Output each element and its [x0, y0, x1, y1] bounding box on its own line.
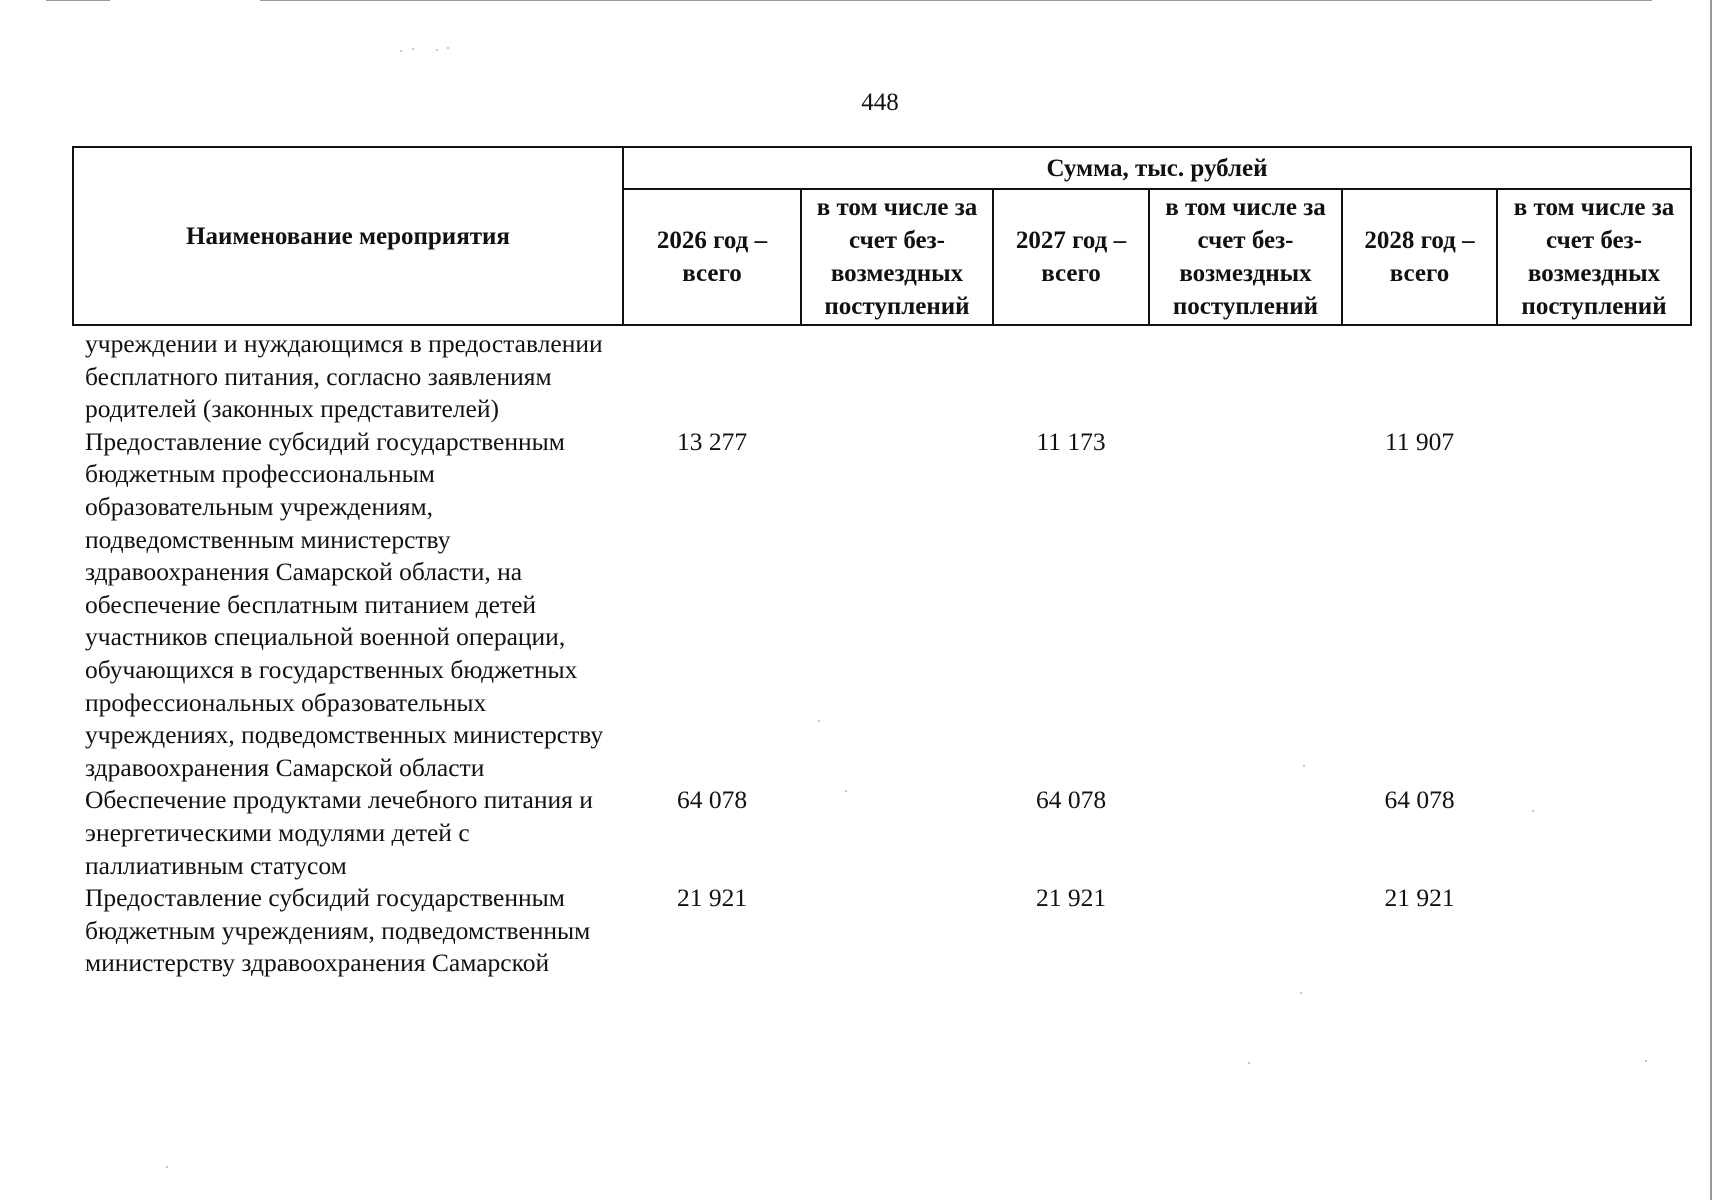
- row-name: Предоставление субсидий государственным бюджетным учреждениям, подведомственным министерству здравоохранения Самарской: [85, 883, 591, 978]
- header-sum-group: Сумма, тыс. рублей: [623, 147, 1691, 189]
- row-2028-total: 11 907: [1384, 426, 1455, 456]
- row-2028-grants: [1497, 426, 1691, 785]
- row-2028-total: 21 921: [1384, 883, 1455, 913]
- table-row: [73, 784, 1691, 882]
- row-2028-total: [1342, 325, 1497, 426]
- table-row: [73, 426, 1691, 785]
- scan-edge-top-left: [46, 0, 110, 1]
- row-2027-total: 21 921: [1035, 883, 1107, 913]
- row-name: Обеспечение продуктами лечебного питания и энергетическими модулями детей с паллиативным статусом: [85, 785, 593, 880]
- table-body: [73, 325, 1691, 980]
- header-2028-grants: в том числе за счет без-возмездных поступлений: [1497, 189, 1691, 325]
- row-2026-grants: [801, 325, 993, 426]
- row-2028-grants: [1497, 882, 1691, 980]
- row-2027-grants: [1149, 325, 1342, 426]
- scan-speck: [412, 48, 414, 50]
- row-name: Предоставление субсидий государственным бюджетным профессиональным образовательным учреждениям, подведомственным министерству здравоохранения Самарской области, на обеспечение бесплатным питанием детей участников специальной военной операции, обучающихся в государственных бюджетных профессиональных образовательных учреждениях, подведомственных министерству здравоохранения Самарской области: [85, 426, 604, 782]
- row-2027-grants: [1149, 784, 1342, 882]
- scan-speck: [447, 47, 449, 49]
- header-2028-total: 2028 год – всего: [1342, 189, 1497, 325]
- table-header: [73, 147, 1691, 325]
- row-2026-grants: [801, 426, 993, 785]
- header-2026-grants: в том числе за счет без-возмездных поступлений: [801, 189, 993, 325]
- row-2026-total: 21 921: [676, 883, 748, 913]
- row-2027-total: 11 173: [1036, 426, 1106, 456]
- scan-speck: [1645, 1060, 1647, 1062]
- scan-edge-top: [260, 0, 1652, 1]
- scan-speck: [400, 50, 402, 52]
- row-2026-grants: [801, 882, 993, 980]
- scan-speck: [436, 49, 438, 51]
- scan-speck: [1300, 992, 1302, 994]
- row-2027-total: 64 078: [1035, 785, 1107, 815]
- page-number: 448: [861, 89, 899, 116]
- row-2026-grants: [801, 784, 993, 882]
- row-name: учреждении и нуждающимся в предоставлении бесплатного питания, согласно заявлениям родителей (законных представителей): [85, 329, 603, 424]
- row-2028-grants: [1497, 784, 1691, 882]
- scan-speck: [1248, 1062, 1250, 1064]
- row-2026-total: 64 078: [676, 785, 748, 815]
- table-row: [73, 882, 1691, 980]
- row-2026-total: 13 277: [676, 426, 748, 456]
- scan-speck: [166, 1166, 168, 1168]
- row-2027-total: [993, 325, 1149, 426]
- row-2028-total: 64 078: [1384, 785, 1455, 815]
- header-2027-grants: в том числе за счет без-возмездных поступлений: [1149, 189, 1342, 325]
- header-2027-total: 2027 год – всего: [993, 189, 1149, 325]
- row-2026-total: [623, 325, 801, 426]
- header-name-column: Наименование мероприятия: [73, 147, 623, 325]
- header-2026-total: 2026 год – всего: [623, 189, 801, 325]
- row-2027-grants: [1149, 882, 1342, 980]
- funding-table: [72, 146, 1692, 980]
- table-row: [73, 325, 1691, 426]
- row-2028-grants: [1497, 325, 1691, 426]
- row-2027-grants: [1149, 426, 1342, 785]
